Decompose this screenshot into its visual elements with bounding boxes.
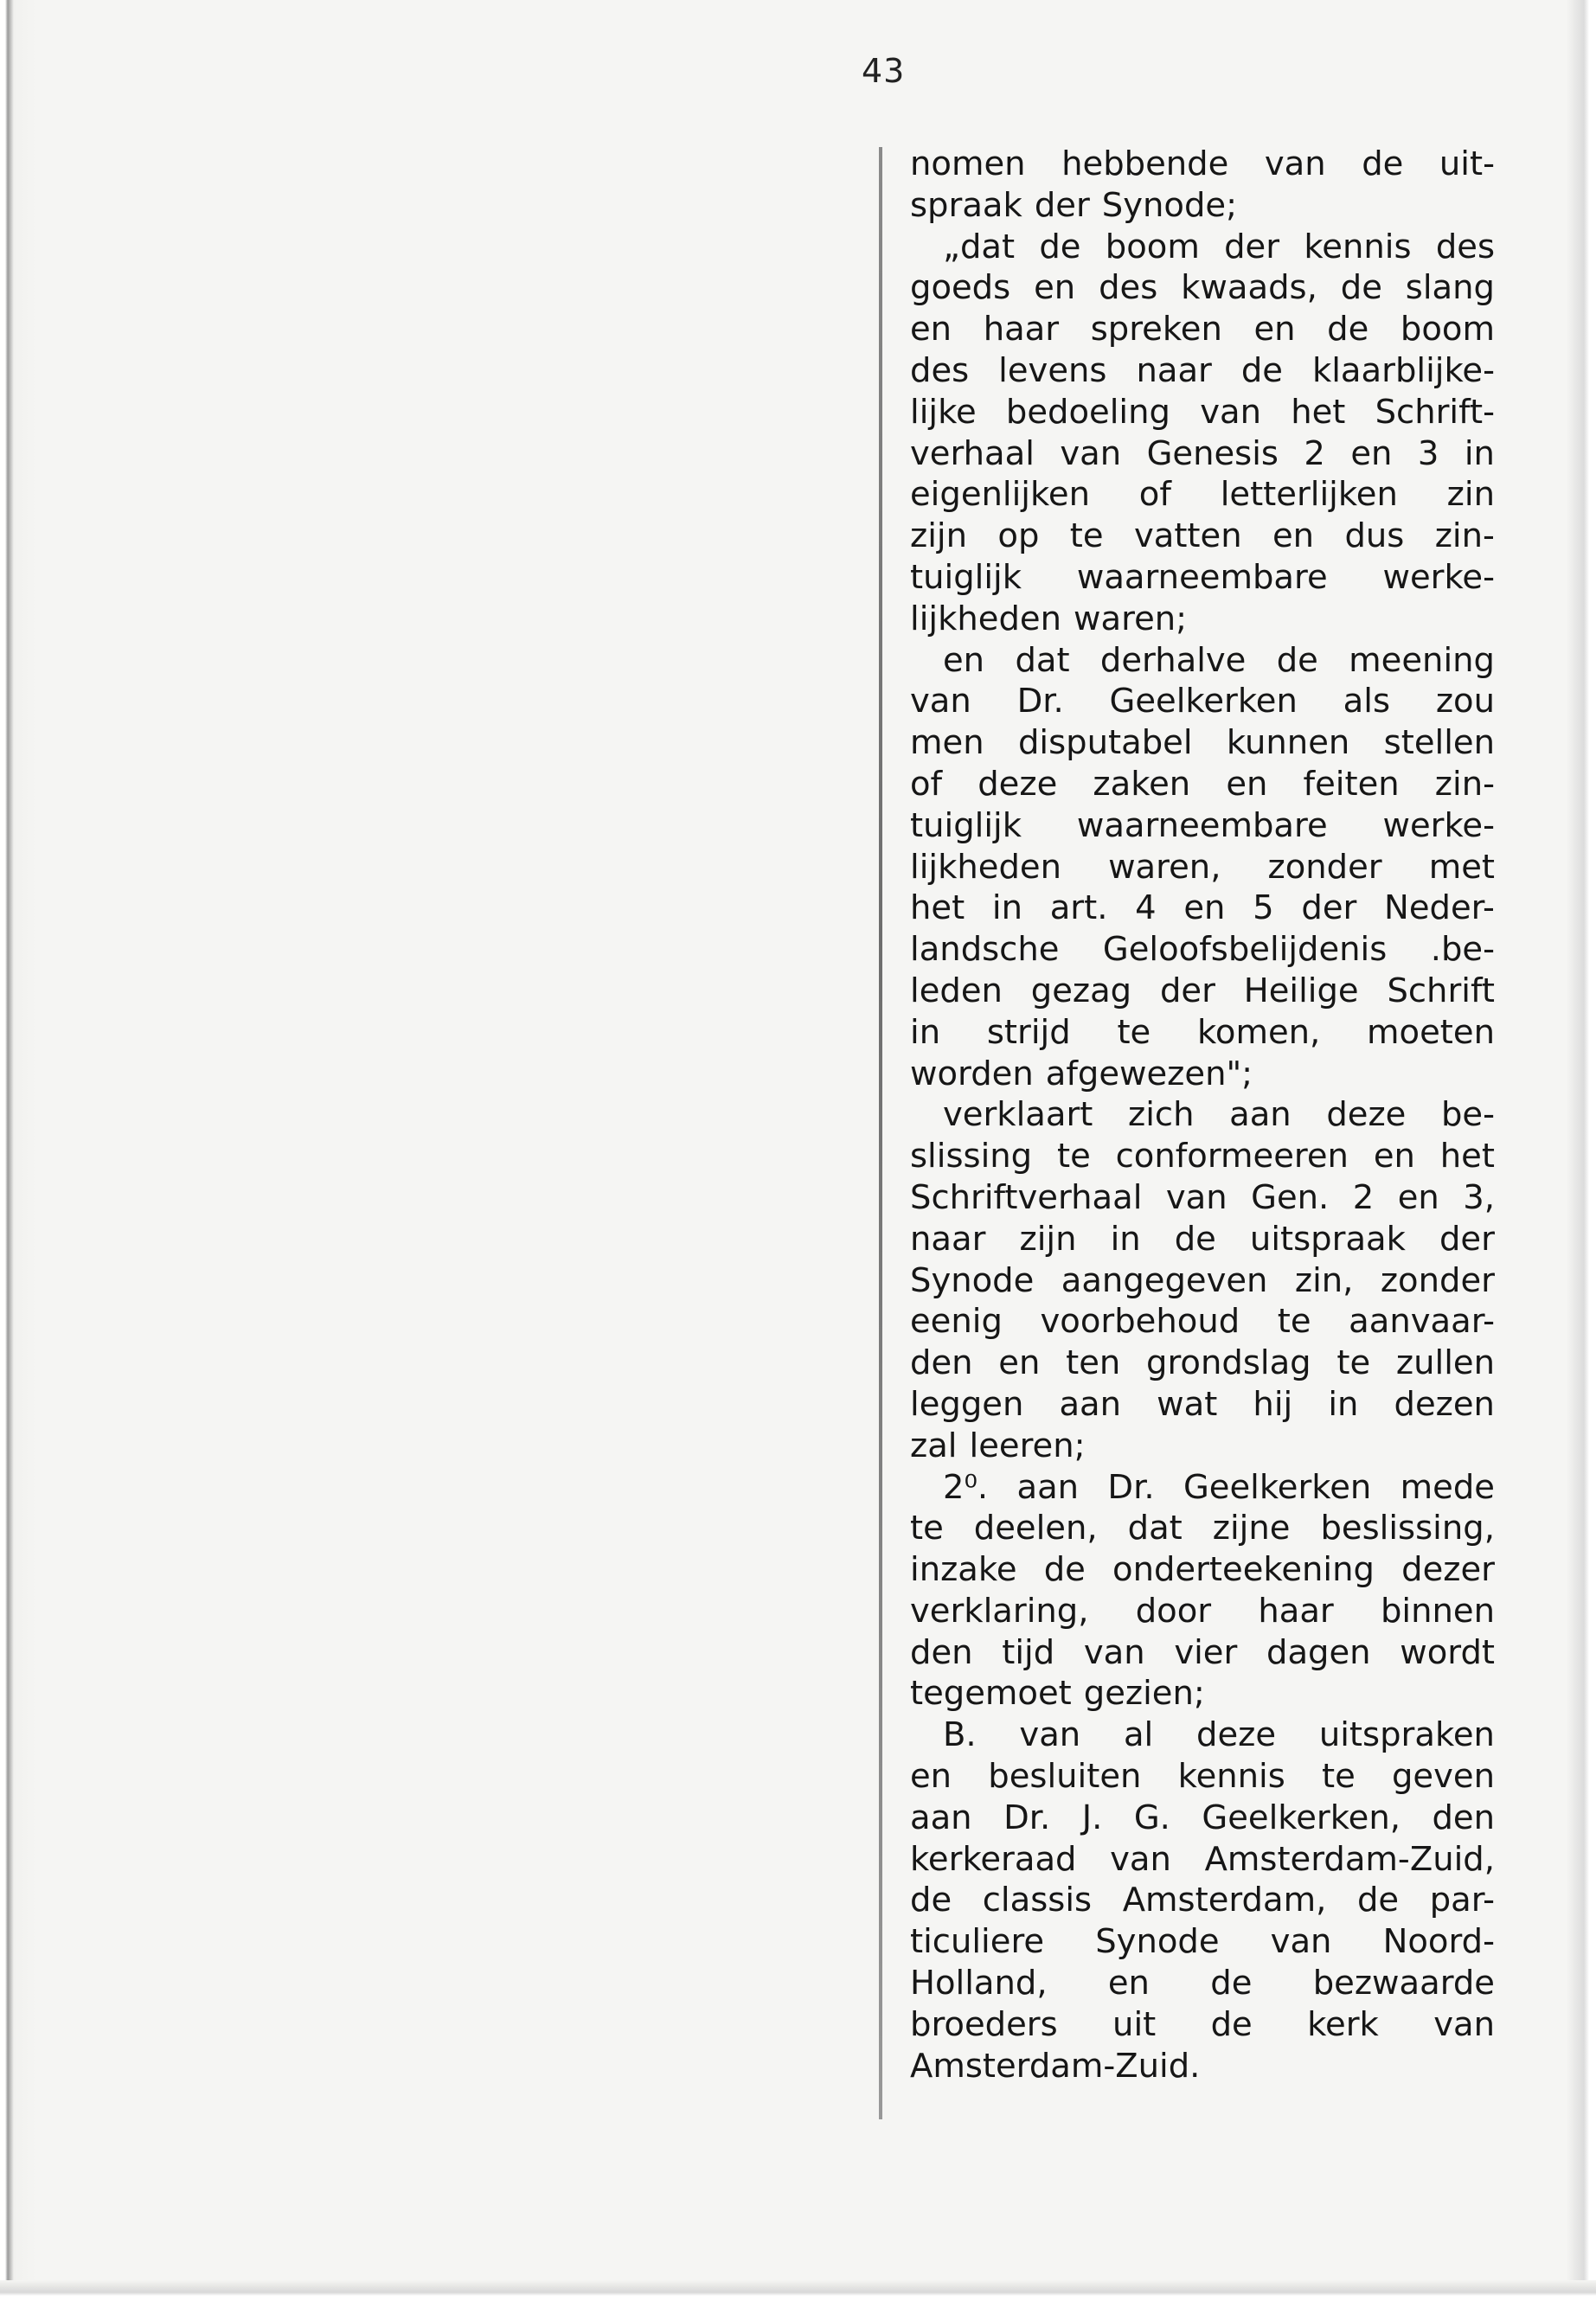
word: en <box>1034 268 1076 308</box>
word: Schriftverhaal <box>910 1177 1143 1217</box>
word: kennis <box>1177 1757 1285 1797</box>
word: werke- <box>1382 805 1495 845</box>
word: zin- <box>1434 764 1495 804</box>
word: zou <box>1435 682 1495 721</box>
word: Dr. <box>1016 682 1064 721</box>
word: tuiglijk <box>910 805 1022 845</box>
word: deelen, <box>973 1509 1098 1548</box>
word: dat <box>1127 1509 1183 1548</box>
word: Synode; <box>1101 185 1238 225</box>
word: wat <box>1157 1384 1218 1424</box>
word: Neder- <box>1384 888 1495 928</box>
text-line <box>910 267 1495 309</box>
text-line <box>910 1219 1495 1260</box>
word: deze <box>977 764 1058 804</box>
word: waren, <box>1108 847 1221 887</box>
word: de <box>1043 1550 1086 1590</box>
word: Synode <box>910 1260 1035 1300</box>
word: zijn <box>910 516 968 556</box>
word: te <box>1277 1302 1311 1342</box>
word: uitspraken <box>1318 1715 1495 1755</box>
word: te <box>1117 1012 1151 1052</box>
word: het <box>1439 1137 1495 1176</box>
scan-right-edge <box>1567 0 1596 2301</box>
word: bezwaarde <box>1312 1964 1495 2003</box>
word: aan <box>910 1798 972 1837</box>
word: leggen <box>910 1384 1024 1424</box>
word: 3, <box>1463 1177 1495 1217</box>
word: strijd <box>986 1012 1071 1052</box>
word: en <box>943 640 985 680</box>
word: komen, <box>1196 1012 1321 1052</box>
word: 4 <box>1135 888 1157 928</box>
word: dagen <box>1266 1632 1371 1672</box>
scan-left-edge <box>0 0 36 2301</box>
text-line <box>910 1880 1495 1921</box>
word: boom <box>1400 310 1495 349</box>
word: Noord- <box>1382 1922 1495 1962</box>
text-line <box>910 599 1495 640</box>
word: Geelkerken <box>1183 1467 1372 1507</box>
word: haar <box>983 310 1060 349</box>
word: en <box>910 310 952 349</box>
word: deze <box>1196 1715 1277 1755</box>
word: tuiglijk <box>910 557 1022 597</box>
word: classis <box>982 1881 1093 1920</box>
word: verhaal <box>910 433 1035 473</box>
word: 2 <box>1304 433 1325 473</box>
word: waarneembare <box>1076 805 1328 845</box>
word: 3 <box>1417 433 1439 473</box>
text-line <box>910 1549 1495 1591</box>
word: zin, <box>1294 1260 1354 1300</box>
word: ten <box>1066 1343 1121 1383</box>
text-line <box>910 929 1495 971</box>
word: van <box>1264 144 1326 183</box>
word: te <box>1322 1757 1356 1797</box>
word: aan <box>1229 1095 1292 1135</box>
word: waren; <box>1074 599 1188 638</box>
word: goeds <box>910 268 1011 308</box>
word: afgewezen"; <box>1045 1054 1253 1093</box>
text-line <box>910 1384 1495 1426</box>
word: broeders <box>910 2004 1058 2044</box>
text-line <box>910 1715 1495 1756</box>
word: de <box>1362 144 1404 183</box>
word: aanvaar- <box>1349 1302 1495 1342</box>
word: de <box>1276 640 1318 680</box>
word: Amsterdam, <box>1122 1881 1327 1920</box>
text-line <box>910 1301 1495 1343</box>
text-line <box>910 1963 1495 2004</box>
word: lijkheden <box>910 599 1061 638</box>
text-line <box>910 1054 1495 1095</box>
text-line <box>910 1508 1495 1549</box>
word: B. <box>943 1715 977 1755</box>
text-line <box>910 1136 1495 1177</box>
word: hij <box>1253 1384 1293 1424</box>
word: bedoeling <box>1005 392 1170 432</box>
word: Dr. <box>1107 1467 1155 1507</box>
word: beslissing, <box>1320 1509 1495 1548</box>
text-line <box>910 474 1495 516</box>
text-line <box>910 681 1495 722</box>
word: te <box>1336 1343 1371 1383</box>
word: tijd <box>1002 1632 1055 1672</box>
word: uit- <box>1439 144 1495 183</box>
word: door <box>1135 1591 1212 1631</box>
word: en <box>1397 1177 1439 1217</box>
word: besluiten <box>988 1757 1142 1797</box>
word: vatten <box>1133 516 1242 556</box>
word: leeren; <box>969 1426 1086 1465</box>
text-line <box>910 971 1495 1012</box>
word: letterlijken <box>1220 475 1398 515</box>
word: Geelkerken, <box>1202 1798 1401 1837</box>
word: als <box>1343 682 1391 721</box>
word: dezen <box>1394 1384 1495 1424</box>
word: en <box>1350 433 1393 473</box>
word: den <box>910 1343 973 1383</box>
word: deze <box>1326 1095 1407 1135</box>
word: landsche <box>910 930 1060 970</box>
word: den <box>1432 1798 1495 1837</box>
word: spraak <box>910 185 1022 225</box>
word: de <box>910 1881 952 1920</box>
word: kunnen <box>1226 723 1350 763</box>
word: aan <box>1016 1467 1080 1507</box>
word: slang <box>1405 268 1495 308</box>
word: ticuliere <box>910 1922 1045 1962</box>
text-line <box>910 1591 1495 1632</box>
word: zin- <box>1434 516 1495 556</box>
word: der <box>1224 227 1280 266</box>
word: art. <box>1049 888 1108 928</box>
word: men <box>910 723 984 763</box>
word: nomen <box>910 144 1026 183</box>
word: zullen <box>1395 1343 1495 1383</box>
word: haar <box>1258 1591 1334 1631</box>
word: der <box>1439 1219 1495 1259</box>
word: J. <box>1081 1798 1103 1837</box>
word: vier <box>1174 1632 1238 1672</box>
word: mede <box>1400 1467 1495 1507</box>
word: Dr. <box>1003 1798 1051 1837</box>
word: dat <box>1015 640 1070 680</box>
word: het <box>910 888 965 928</box>
word: zijn <box>1019 1219 1077 1259</box>
word: „dat <box>943 227 1016 266</box>
word: van <box>1110 1839 1171 1879</box>
word: in <box>1464 433 1495 473</box>
word: wordt <box>1400 1632 1495 1672</box>
text-line <box>910 433 1495 475</box>
word: verklaart <box>943 1095 1093 1135</box>
word: inzake <box>910 1550 1017 1590</box>
text-line <box>910 144 1495 185</box>
word: meening <box>1349 640 1495 680</box>
word: Geloofsbelijdenis <box>1102 930 1388 970</box>
word: lijke <box>910 392 977 432</box>
margin-rule <box>879 147 882 2119</box>
word: en <box>998 1343 1041 1383</box>
text-line <box>910 516 1495 557</box>
word: levens <box>998 350 1107 390</box>
word: en <box>910 1757 952 1797</box>
word: eenig <box>910 1302 1003 1342</box>
word: zijne <box>1212 1509 1291 1548</box>
word: van <box>1200 392 1261 432</box>
word: binnen <box>1380 1591 1495 1631</box>
text-line <box>910 309 1495 350</box>
text-line <box>910 185 1495 227</box>
word: lijkheden <box>910 847 1061 887</box>
word: gezag <box>1030 971 1132 1010</box>
word: disputabel <box>1017 723 1193 763</box>
word: de <box>1210 2004 1253 2044</box>
word: te <box>1056 1137 1091 1176</box>
word: 2⁰. <box>943 1467 989 1507</box>
word: 5 <box>1253 888 1274 928</box>
word: de <box>1240 350 1283 390</box>
word: zal <box>910 1426 958 1465</box>
text-line <box>910 640 1495 682</box>
word: naar <box>910 1219 986 1259</box>
word: in <box>991 888 1022 928</box>
word: des <box>910 350 970 390</box>
word: des <box>1099 268 1158 308</box>
word: onderteekening <box>1112 1550 1375 1590</box>
word: klaarblijke- <box>1311 350 1495 390</box>
word: verklaring, <box>910 1591 1089 1631</box>
word: en <box>1253 310 1296 349</box>
word: naar <box>1136 350 1212 390</box>
word: waarneembare <box>1076 557 1328 597</box>
word: van <box>1165 1177 1227 1217</box>
word: van <box>1433 2004 1495 2044</box>
word: in <box>910 1012 941 1052</box>
word: of <box>1138 475 1171 515</box>
text-line <box>910 557 1495 599</box>
body-text-column <box>910 144 1495 2086</box>
word: de <box>1356 1881 1400 1920</box>
word: met <box>1428 847 1495 887</box>
word: des <box>1435 227 1495 266</box>
word: uitspraak <box>1249 1219 1406 1259</box>
word: leden <box>910 971 1003 1010</box>
word: uit <box>1112 2004 1157 2044</box>
text-line <box>910 1467 1495 1509</box>
text-line <box>910 350 1495 392</box>
word: zonder <box>1380 1260 1495 1300</box>
text-line <box>910 722 1495 764</box>
word: der <box>1301 888 1357 928</box>
word: zaken <box>1093 764 1191 804</box>
word: zonder <box>1267 847 1382 887</box>
word: aan <box>1059 1384 1122 1424</box>
word: kerk <box>1307 2004 1379 2044</box>
text-line <box>910 764 1495 805</box>
word: Schrift- <box>1375 392 1495 432</box>
word: kwaads, <box>1181 268 1317 308</box>
text-line <box>910 1094 1495 1136</box>
word: van <box>1060 433 1122 473</box>
word: eigenlijken <box>910 475 1091 515</box>
word: de <box>1174 1219 1216 1259</box>
word: aangegeven <box>1061 1260 1268 1300</box>
word: Schrift <box>1387 971 1495 1010</box>
word: be- <box>1440 1095 1495 1135</box>
word: de <box>1039 227 1081 266</box>
page-number: 43 <box>862 52 906 90</box>
word: worden <box>910 1054 1034 1093</box>
word: van <box>910 682 971 721</box>
text-line <box>910 1260 1495 1302</box>
word: en <box>1183 888 1226 928</box>
word: G. <box>1133 1798 1170 1837</box>
word: grondslag <box>1146 1343 1311 1383</box>
word: der <box>1159 971 1215 1010</box>
word: tegemoet <box>910 1674 1072 1714</box>
word: voorbehoud <box>1040 1302 1240 1342</box>
word: der <box>1034 185 1090 225</box>
word: den <box>910 1632 973 1672</box>
text-line <box>910 1839 1495 1881</box>
text-line <box>910 1177 1495 1219</box>
word: en <box>1272 516 1315 556</box>
word: par- <box>1429 1881 1495 1920</box>
word: boom <box>1105 227 1200 266</box>
scan-bottom-edge <box>0 2280 1596 2301</box>
word: zin <box>1446 475 1495 515</box>
word: geven <box>1391 1757 1495 1797</box>
word: derhalve <box>1099 640 1247 680</box>
word: al <box>1123 1715 1154 1755</box>
word: te <box>910 1509 944 1548</box>
word: dezer <box>1401 1550 1495 1590</box>
text-line <box>910 1426 1495 1467</box>
word: de <box>1340 268 1382 308</box>
text-line <box>910 2004 1495 2046</box>
word: Amsterdam-Zuid, <box>1204 1839 1495 1879</box>
word: hebbende <box>1061 144 1229 183</box>
word: de <box>1210 1964 1253 2003</box>
text-line <box>910 1921 1495 1963</box>
text-line <box>910 227 1495 268</box>
word: 2 <box>1352 1177 1375 1217</box>
word: en <box>1373 1137 1415 1176</box>
word: moeten <box>1367 1012 1495 1052</box>
word: Genesis <box>1146 433 1279 473</box>
text-line <box>910 1673 1495 1715</box>
word: feiten <box>1303 764 1400 804</box>
word: spreken <box>1090 310 1222 349</box>
word: Gen. <box>1251 1177 1330 1217</box>
word: in <box>1328 1384 1359 1424</box>
text-line <box>910 1012 1495 1054</box>
word: .be- <box>1430 930 1495 970</box>
text-line <box>910 1343 1495 1384</box>
word: van <box>1019 1715 1081 1755</box>
word: zich <box>1128 1095 1195 1135</box>
word: kerkeraad <box>910 1839 1077 1879</box>
text-line <box>910 805 1495 847</box>
word: Geelkerken <box>1109 682 1298 721</box>
word: dus <box>1344 516 1405 556</box>
word: werke- <box>1382 557 1495 597</box>
word: het <box>1291 392 1346 432</box>
word: of <box>910 764 943 804</box>
word: op <box>997 516 1040 556</box>
word: conformeeren <box>1115 1137 1349 1176</box>
word: en <box>1226 764 1268 804</box>
word: Amsterdam-Zuid. <box>910 2046 1201 2086</box>
text-line <box>910 2046 1495 2087</box>
word: van <box>1083 1632 1145 1672</box>
word: Holland, <box>910 1964 1048 2003</box>
text-line <box>910 1798 1495 1839</box>
word: te <box>1069 516 1104 556</box>
word: van <box>1270 1922 1332 1962</box>
word: slissing <box>910 1137 1033 1176</box>
word: gezien; <box>1083 1674 1205 1714</box>
word: kennis <box>1304 227 1412 266</box>
word: Heilige <box>1243 971 1359 1010</box>
word: Synode <box>1095 1922 1220 1962</box>
word: de <box>1327 310 1369 349</box>
text-line <box>910 847 1495 888</box>
word: in <box>1110 1219 1141 1259</box>
text-line <box>910 1632 1495 1674</box>
text-line <box>910 392 1495 433</box>
text-line <box>910 1756 1495 1798</box>
word: en <box>1107 1964 1150 2003</box>
text-line <box>910 888 1495 929</box>
word: stellen <box>1383 723 1495 763</box>
